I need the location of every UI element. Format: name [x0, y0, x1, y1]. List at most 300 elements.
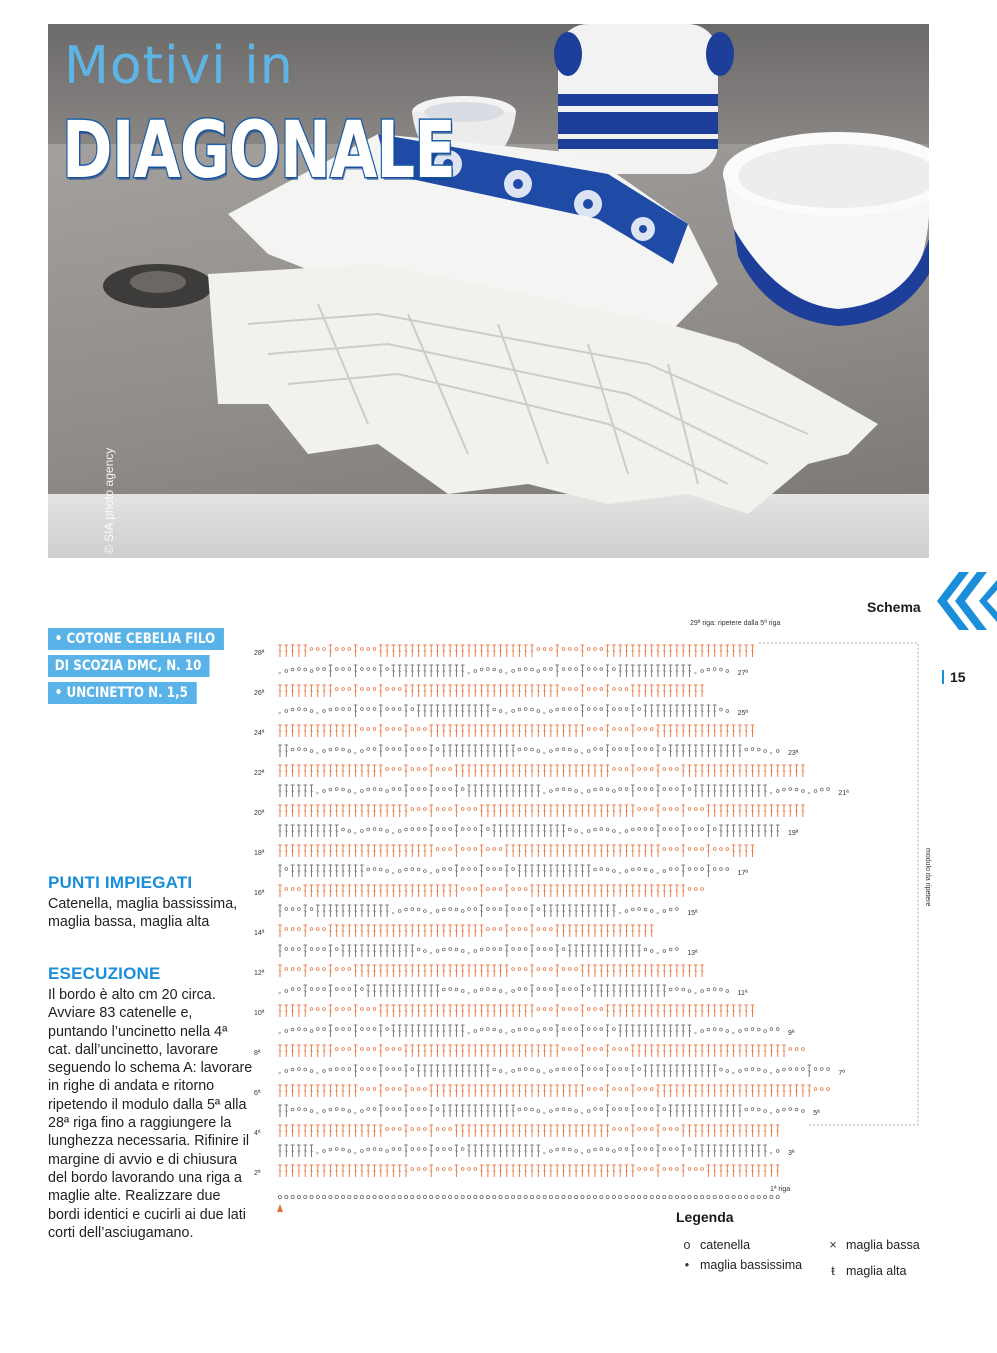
single-crochet-stitch: ×: [315, 1071, 320, 1077]
double-crochet-stitch: [700, 1065, 704, 1077]
double-crochet-stitch: [329, 685, 333, 697]
double-crochet-stitch: [436, 1045, 440, 1057]
double-crochet-stitch: [732, 1145, 736, 1157]
chain-stitch: [512, 868, 515, 871]
chain-stitch: [594, 728, 597, 731]
chain-stitch: [669, 788, 672, 791]
chain-stitch: [625, 728, 628, 731]
chain-stitch: [468, 908, 471, 911]
double-crochet-stitch: [480, 805, 484, 817]
double-crochet-stitch: [366, 965, 370, 977]
double-crochet-stitch: [530, 1165, 534, 1177]
double-crochet-stitch: [474, 1085, 478, 1097]
double-crochet-stitch: [316, 1125, 320, 1137]
chain-stitch: [512, 928, 515, 931]
chain-stitch: [342, 648, 345, 651]
chain-stitch: [688, 788, 691, 791]
double-crochet-stitch: [429, 1105, 433, 1117]
chain-stitch: [398, 708, 401, 711]
double-crochet-stitch: [581, 645, 585, 657]
double-crochet-stitch: [574, 845, 578, 857]
double-crochet-stitch: [543, 885, 547, 897]
chain-stitch: [316, 668, 319, 671]
double-crochet-stitch: [285, 1105, 289, 1117]
chain-stitch: [493, 1028, 496, 1031]
double-crochet-stitch: [807, 1085, 811, 1097]
double-crochet-stitch: [505, 1085, 509, 1097]
double-crochet-stitch: [505, 965, 509, 977]
double-crochet-stitch: [700, 965, 704, 977]
double-crochet-stitch: [669, 685, 673, 697]
chain-stitch: [530, 1195, 533, 1198]
chain-stitch: [486, 1195, 489, 1198]
double-crochet-stitch: [631, 1145, 635, 1157]
chain-stitch: [600, 688, 603, 691]
double-crochet-stitch: [707, 1085, 711, 1097]
double-crochet-stitch: [593, 925, 597, 937]
chain-stitch: [291, 968, 294, 971]
double-crochet-stitch: [568, 1165, 572, 1177]
chain-stitch: [518, 928, 521, 931]
double-crochet-stitch: [385, 885, 389, 897]
double-crochet-stitch: [278, 645, 282, 657]
double-crochet-stitch: [555, 1165, 559, 1177]
chain-stitch: [499, 990, 502, 993]
double-crochet-stitch: [656, 1165, 660, 1177]
chain-stitch: [644, 728, 647, 731]
chain-stitch: [285, 888, 288, 891]
chain-stitch: [436, 1195, 439, 1198]
chain-stitch: [310, 710, 313, 713]
double-crochet-stitch: [316, 845, 320, 857]
chain-stitch: [745, 1028, 748, 1031]
single-crochet-stitch: ×: [542, 791, 546, 797]
single-crochet-stitch: ×: [353, 1111, 357, 1117]
double-crochet-stitch: [461, 1025, 465, 1037]
double-crochet-stitch: [681, 1145, 685, 1157]
chain-stitch: [367, 1148, 370, 1151]
chain-stitch: [310, 750, 313, 753]
chain-stitch: [335, 1108, 338, 1111]
chain-stitch: [310, 1195, 313, 1198]
double-crochet-stitch: [354, 945, 358, 957]
double-crochet-stitch: [751, 1165, 755, 1177]
double-crochet-stitch: [278, 765, 282, 777]
double-crochet-stitch: [278, 1125, 282, 1137]
double-crochet-stitch: [688, 765, 692, 777]
double-crochet-stitch: [455, 785, 459, 797]
chain-stitch: [360, 1195, 363, 1198]
double-crochet-stitch: [757, 1045, 761, 1057]
chain-stitch: [638, 708, 641, 711]
double-crochet-stitch: [499, 1165, 503, 1177]
double-crochet-stitch: [631, 1125, 635, 1137]
chain-stitch: [827, 1088, 830, 1091]
double-crochet-stitch: [757, 1125, 761, 1137]
chain-stitch: [373, 1108, 376, 1111]
double-crochet-stitch: [530, 645, 534, 657]
double-crochet-stitch: [360, 805, 364, 817]
double-crochet-stitch: [436, 885, 440, 897]
chain-stitch: [373, 1195, 376, 1198]
double-crochet-stitch: [631, 1085, 635, 1097]
chain-stitch: [373, 708, 376, 711]
double-crochet-stitch: [688, 645, 692, 657]
double-crochet-stitch: [574, 905, 578, 917]
chain-stitch: [367, 1195, 370, 1198]
chain-stitch: [757, 1028, 760, 1031]
single-crochet-stitch: ×: [580, 831, 584, 837]
double-crochet-stitch: [606, 805, 610, 817]
double-crochet-stitch: [669, 725, 673, 737]
double-crochet-stitch: [656, 1045, 660, 1057]
double-crochet-stitch: [770, 765, 774, 777]
double-crochet-stitch: [726, 785, 730, 797]
double-crochet-stitch: [303, 985, 307, 997]
double-crochet-stitch: [807, 1065, 811, 1077]
double-crochet-stitch: [562, 725, 566, 737]
double-crochet-stitch: [612, 965, 616, 977]
double-crochet-stitch: [530, 685, 534, 697]
chain-stitch: [285, 670, 288, 673]
double-crochet-stitch: [417, 665, 421, 677]
chain-stitch: [562, 1048, 565, 1051]
double-crochet-stitch: [455, 1025, 459, 1037]
chain-stitch: [386, 668, 389, 671]
chain-stitch: [644, 908, 647, 911]
chain-stitch: [587, 1008, 590, 1011]
chain-stitch: [424, 1148, 427, 1151]
chain-stitch: [361, 830, 364, 833]
double-crochet-stitch: [348, 885, 352, 897]
chain-stitch: [442, 868, 445, 871]
double-crochet-stitch: [751, 1145, 755, 1157]
double-crochet-stitch: [688, 1065, 692, 1077]
single-crochet-stitch: ×: [542, 1071, 546, 1077]
double-crochet-stitch: [732, 1165, 736, 1177]
chain-stitch: [625, 688, 628, 691]
chain-stitch: [663, 1168, 666, 1171]
chain-stitch: [398, 830, 401, 833]
section-punti: [48, 873, 263, 932]
double-crochet-stitch: [625, 985, 629, 997]
double-crochet-stitch: [505, 785, 509, 797]
double-crochet-stitch: [581, 1125, 585, 1137]
chain-stitch: [594, 1008, 597, 1011]
double-crochet-stitch: [644, 845, 648, 857]
double-crochet-stitch: [474, 925, 478, 937]
chain-stitch: [751, 1195, 754, 1198]
chain-stitch: [499, 908, 502, 911]
double-crochet-stitch: [448, 1005, 452, 1017]
chain-stitch: [613, 1088, 616, 1091]
double-crochet-stitch: [297, 1125, 301, 1137]
double-crochet-stitch: [278, 905, 282, 917]
chain-stitch: [291, 748, 294, 751]
double-crochet-stitch: [297, 1045, 301, 1057]
double-crochet-stitch: [719, 825, 723, 837]
double-crochet-stitch: [656, 1085, 660, 1097]
double-crochet-stitch: [461, 645, 465, 657]
double-crochet-stitch: [429, 1045, 433, 1057]
chain-stitch: [676, 828, 679, 831]
double-crochet-stitch: [398, 845, 402, 857]
double-crochet-stitch: [707, 1145, 711, 1157]
chain-stitch: [669, 808, 672, 811]
double-crochet-stitch: [297, 765, 301, 777]
double-crochet-stitch: [448, 1025, 452, 1037]
chain-stitch: [726, 670, 729, 673]
chain-stitch: [531, 708, 534, 711]
double-crochet-stitch: [606, 885, 610, 897]
double-crochet-stitch: [606, 665, 610, 677]
schema-title: Schema: [867, 599, 921, 615]
chain-stitch: [392, 1088, 395, 1091]
double-crochet-stitch: [411, 1005, 415, 1017]
single-crochet-stitch: ×: [618, 911, 622, 917]
chain-stitch: [487, 908, 490, 911]
double-crochet-stitch: [429, 765, 433, 777]
double-crochet-stitch: [744, 845, 748, 857]
chain-stitch: [713, 868, 716, 871]
chain-stitch: [487, 868, 490, 871]
chain-stitch: [436, 1168, 439, 1171]
double-crochet-stitch: [631, 1065, 635, 1077]
double-crochet-stitch: [732, 1125, 736, 1137]
chain-stitch: [663, 748, 666, 751]
double-crochet-stitch: [404, 645, 408, 657]
double-crochet-stitch: [442, 1085, 446, 1097]
double-crochet-stitch: [555, 965, 559, 977]
double-crochet-stitch: [694, 1125, 698, 1137]
chain-stitch: [638, 1128, 641, 1131]
chain-stitch: [367, 668, 370, 671]
chain-stitch: [625, 1108, 628, 1111]
chain-stitch: [524, 888, 527, 891]
double-crochet-stitch: [726, 745, 730, 757]
chain-stitch: [631, 908, 634, 911]
double-crochet-stitch: [801, 765, 805, 777]
double-crochet-stitch: [795, 765, 799, 777]
chain-stitch: [461, 888, 464, 891]
double-crochet-stitch: [726, 1105, 730, 1117]
chain-stitch: [392, 768, 395, 771]
double-crochet-stitch: [423, 1005, 427, 1017]
double-crochet-stitch: [656, 685, 660, 697]
double-crochet-stitch: [555, 885, 559, 897]
double-crochet-stitch: [348, 845, 352, 857]
double-crochet-stitch: [518, 1005, 522, 1017]
double-crochet-stitch: [448, 725, 452, 737]
chain-stitch: [732, 1195, 735, 1198]
double-crochet-stitch: [524, 865, 528, 877]
double-crochet-stitch: [574, 885, 578, 897]
double-crochet-stitch: [618, 965, 622, 977]
chain-stitch: [814, 1088, 817, 1091]
double-crochet-stitch: [789, 805, 793, 817]
double-crochet-stitch: [600, 885, 604, 897]
chain-stitch: [304, 708, 307, 711]
chain-stitch: [820, 1088, 823, 1091]
chain-stitch: [676, 848, 679, 851]
chain-stitch: [474, 1168, 477, 1171]
double-crochet-stitch: [618, 985, 622, 997]
row-label-left: 14ª: [254, 930, 265, 937]
double-crochet-stitch: [681, 865, 685, 877]
chain-stitch: [594, 868, 597, 871]
chain-stitch: [291, 908, 294, 911]
chain-stitch: [650, 1088, 653, 1091]
double-crochet-stitch: [644, 685, 648, 697]
double-crochet-stitch: [398, 805, 402, 817]
chart-row-1: [278, 1195, 779, 1198]
double-crochet-stitch: [322, 1125, 326, 1137]
double-crochet-stitch: [669, 1005, 673, 1017]
double-crochet-stitch: [713, 1085, 717, 1097]
double-crochet-stitch: [354, 885, 358, 897]
double-crochet-stitch: [329, 825, 333, 837]
double-crochet-stitch: [297, 825, 301, 837]
double-crochet-stitch: [329, 645, 333, 657]
double-crochet-stitch: [738, 805, 742, 817]
legend-item-catenella: [678, 1238, 750, 1252]
chain-stitch: [386, 708, 389, 711]
chain-stitch: [442, 988, 445, 991]
chain-stitch: [405, 908, 408, 911]
single-crochet-stitch: ×: [580, 751, 584, 757]
double-crochet-stitch: [303, 765, 307, 777]
chain-stitch: [461, 1195, 464, 1198]
double-crochet-stitch: [763, 1145, 767, 1157]
double-crochet-stitch: [732, 725, 736, 737]
chain-stitch: [361, 1110, 364, 1113]
chain-stitch: [323, 1070, 326, 1073]
double-crochet-stitch: [505, 845, 509, 857]
double-crochet-stitch: [770, 1165, 774, 1177]
double-crochet-stitch: [505, 825, 509, 837]
chain-stitch: [278, 1195, 281, 1198]
chain-stitch: [795, 1048, 798, 1051]
chain-stitch: [568, 1108, 571, 1111]
single-crochet-stitch: ×: [656, 951, 660, 957]
double-crochet-stitch: [480, 765, 484, 777]
chain-stitch: [285, 990, 288, 993]
chain-stitch: [669, 868, 672, 871]
double-crochet-stitch: [543, 725, 547, 737]
double-crochet-stitch: [316, 1085, 320, 1097]
double-crochet-stitch: [644, 705, 648, 717]
chain-stitch: [594, 1028, 597, 1031]
double-crochet-stitch: [423, 985, 427, 997]
double-crochet-stitch: [681, 885, 685, 897]
double-crochet-stitch: [291, 645, 295, 657]
double-crochet-stitch: [467, 645, 471, 657]
double-crochet-stitch: [700, 1005, 704, 1017]
double-crochet-stitch: [354, 965, 358, 977]
row-label-left: 4ª: [254, 1130, 261, 1137]
double-crochet-stitch: [555, 865, 559, 877]
chain-stitch: [436, 950, 439, 953]
chain-stitch: [524, 1068, 527, 1071]
chain-stitch: [499, 928, 502, 931]
chain-stitch: [789, 1108, 792, 1111]
row-label-right: 5ª: [813, 1110, 820, 1117]
chain-stitch: [537, 750, 540, 753]
double-crochet-stitch: [329, 805, 333, 817]
chain-stitch: [298, 668, 301, 671]
chain-stitch: [669, 768, 672, 771]
double-crochet-stitch: [442, 925, 446, 937]
double-crochet-stitch: [732, 745, 736, 757]
chain-stitch: [776, 750, 779, 753]
double-crochet-stitch: [379, 1065, 383, 1077]
single-crochet-stitch: ×: [542, 1111, 546, 1117]
double-crochet-stitch: [782, 805, 786, 817]
double-crochet-stitch: [707, 705, 711, 717]
double-crochet-stitch: [366, 885, 370, 897]
chain-stitch: [562, 1108, 565, 1111]
chain-stitch: [556, 1195, 559, 1198]
chain-stitch: [342, 828, 345, 831]
double-crochet-stitch: [316, 805, 320, 817]
double-crochet-stitch: [511, 845, 515, 857]
chain-stitch: [417, 908, 420, 911]
chain-stitch: [323, 1028, 326, 1031]
double-crochet-stitch: [379, 705, 383, 717]
chain-stitch: [600, 1088, 603, 1091]
double-crochet-stitch: [278, 885, 282, 897]
double-crochet-stitch: [385, 645, 389, 657]
double-crochet-stitch: [322, 765, 326, 777]
chain-stitch: [493, 948, 496, 951]
single-crochet-stitch: ×: [467, 951, 471, 957]
double-crochet-stitch: [474, 1145, 478, 1157]
chain-stitch: [644, 808, 647, 811]
double-crochet-stitch: [625, 1165, 629, 1177]
chain-stitch: [575, 688, 578, 691]
chain-stitch: [776, 1195, 779, 1198]
double-crochet-stitch: [398, 1165, 402, 1177]
double-crochet-stitch: [291, 685, 295, 697]
chain-stitch: [468, 868, 471, 871]
double-crochet-stitch: [593, 945, 597, 957]
chain-stitch: [518, 968, 521, 971]
double-crochet-stitch: [392, 645, 396, 657]
chain-stitch: [297, 1195, 300, 1198]
chain-stitch: [373, 1088, 376, 1091]
double-crochet-stitch: [587, 865, 591, 877]
double-crochet-stitch: [354, 725, 358, 737]
double-crochet-stitch: [411, 885, 415, 897]
chain-stitch: [335, 1048, 338, 1051]
single-crochet-stitch: ×: [429, 911, 433, 917]
chain-stitch: [587, 750, 590, 753]
double-crochet-stitch: [606, 945, 610, 957]
double-crochet-stitch: [574, 765, 578, 777]
double-crochet-stitch: [530, 885, 534, 897]
double-crochet-stitch: [278, 1005, 282, 1017]
chain-stitch: [323, 790, 326, 793]
double-crochet-stitch: [751, 785, 755, 797]
double-crochet-stitch: [694, 1005, 698, 1017]
double-crochet-stitch: [455, 845, 459, 857]
section-title: ESECUZIONE: [48, 964, 161, 983]
double-crochet-stitch: [316, 825, 320, 837]
double-crochet-stitch: [429, 1145, 433, 1157]
double-crochet-stitch: [379, 745, 383, 757]
double-crochet-stitch: [486, 765, 490, 777]
chain-stitch: [316, 928, 319, 931]
